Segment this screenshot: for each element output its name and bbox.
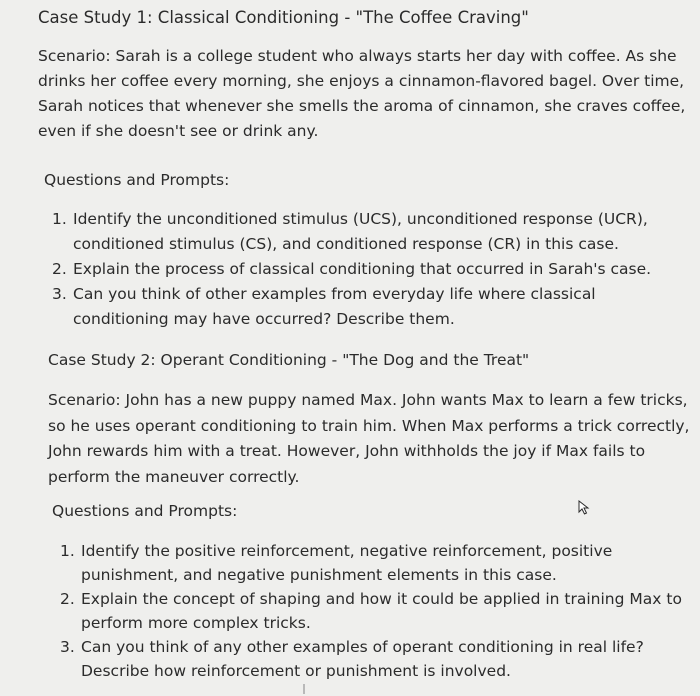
list-item-text: Explain the concept of shaping and how it could be applied in training Max to perform more complex tricks. bbox=[81, 590, 682, 632]
list-item bbox=[52, 257, 692, 282]
mouse-pointer-icon bbox=[576, 499, 592, 515]
list-item bbox=[52, 207, 692, 257]
list-item bbox=[60, 539, 690, 587]
case-study-1-scenario: Scenario: Sarah is a college student who always starts her day with coffee. As she drinks her coffee every morning, she enjoys a cinnamon-flavored bagel. Over time, Sarah notices that whenever she smells the aroma of cinnamon, she craves coffee, even if she doesn't see or drink any. bbox=[38, 47, 686, 140]
case-study-2-question-list bbox=[60, 539, 690, 683]
case-study-1-title: Case Study 1: Classical Conditioning - "The Coffee Craving" bbox=[38, 8, 529, 27]
list-item-text: Can you think of any other examples of operant conditioning in real life? Describe how reinforcement or punishment is involved. bbox=[81, 638, 644, 680]
list-item-number: 3. bbox=[52, 285, 67, 303]
list-item bbox=[60, 587, 690, 635]
list-item-text: Explain the process of classical conditioning that occurred in Sarah's case. bbox=[73, 260, 652, 278]
list-item-number: 2. bbox=[52, 260, 67, 278]
case-study-1-question-list bbox=[52, 207, 692, 332]
list-item-text: Can you think of other examples from everyday life where classical conditioning may have occurred? Describe them. bbox=[73, 285, 596, 328]
list-item bbox=[52, 282, 692, 332]
list-item-number: 1. bbox=[60, 542, 75, 560]
list-item-text: Identify the positive reinforcement, negative reinforcement, positive punishment, and negative punishment elements in this case. bbox=[81, 542, 613, 584]
list-item-text: Identify the unconditioned stimulus (UCS), unconditioned response (UCR), conditioned stimulus (CS), and conditioned response (CR) in this case. bbox=[73, 210, 648, 253]
list-item-number: 1. bbox=[52, 210, 67, 228]
list-item-number: 3. bbox=[60, 638, 75, 656]
case-study-2-scenario: Scenario: John has a new puppy named Max. John wants Max to learn a few tricks, so he uses operant conditioning to train him. When Max performs a trick correctly, John rewards him with a treat. However, John withholds the joy if Max fails to perform the maneuver correctly. bbox=[48, 391, 690, 486]
list-item-number: 2. bbox=[60, 590, 75, 608]
case-study-2-title: Case Study 2: Operant Conditioning - "The Dog and the Treat" bbox=[48, 351, 530, 369]
text-caret bbox=[303, 684, 305, 694]
case-study-2-questions-heading: Questions and Prompts: bbox=[52, 502, 238, 520]
list-item bbox=[60, 635, 690, 683]
case-study-1-questions-heading: Questions and Prompts: bbox=[44, 171, 230, 189]
